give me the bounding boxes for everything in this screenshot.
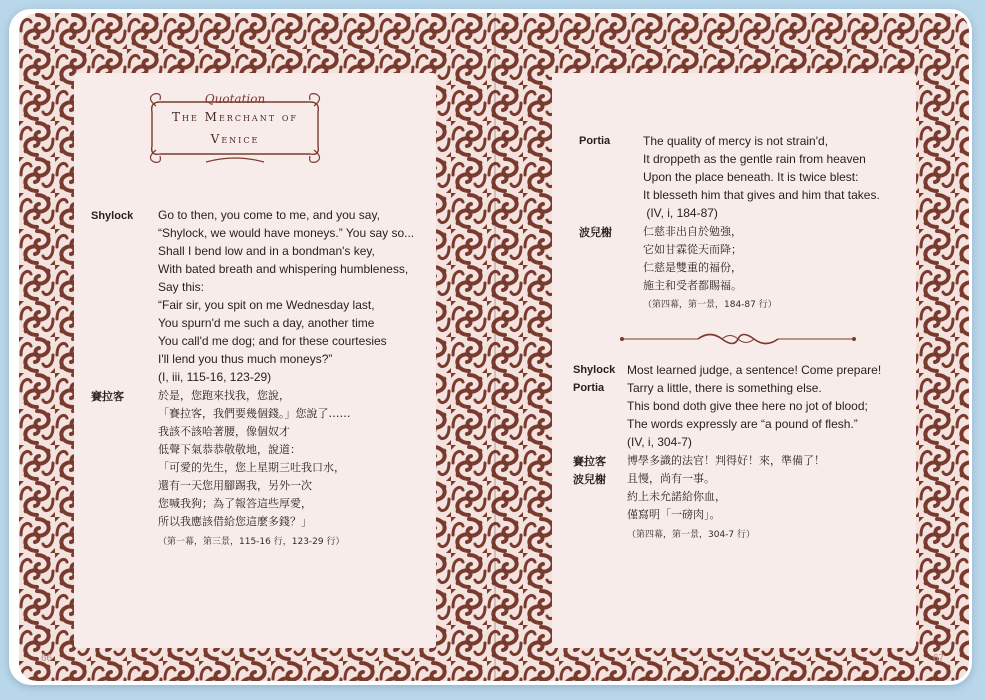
text-line: You spurn'd me such a day, another time xyxy=(158,316,375,330)
trial-english-quote xyxy=(627,361,881,451)
ornamental-divider xyxy=(618,328,858,350)
text-line: 博學多識的法官！判得好！來，準備了！ xyxy=(627,454,825,467)
shylock-chinese-quote xyxy=(158,387,351,531)
speaker-shylock-right: Shylock xyxy=(573,364,616,376)
citation-right-1: （第四幕，第一景，184-87 行） xyxy=(643,300,777,310)
text-line: 所以我應該借給您這麼多錢？」 xyxy=(158,515,312,528)
text-line: 還有一天您用腳踢我，另外一次 xyxy=(158,479,312,492)
text-line: 且慢，尚有一事。 xyxy=(627,472,715,485)
text-line: It droppeth as the gentle rain from heaven xyxy=(643,152,866,166)
text-line: 低聲下氣恭恭敬敬地，說道： xyxy=(158,443,301,456)
trial-chinese-quote xyxy=(627,452,825,524)
citation-left: （第一幕，第三景，115-16 行，123-29 行） xyxy=(158,537,345,547)
text-line: It blesseth him that gives and him that takes. xyxy=(643,188,880,202)
text-line: The words expressly are “a pound of flesh.” xyxy=(627,417,858,431)
speaker-portia: Portia xyxy=(579,135,611,147)
text-line: Say this: xyxy=(158,280,205,294)
text-line: (I, iii, 115-16, 123-29) xyxy=(158,370,272,384)
page-number-right: 67 xyxy=(933,653,945,664)
text-line: With bated breath and whispering humbleness, xyxy=(158,262,409,276)
title-cartouche xyxy=(146,88,324,166)
text-line: 它如甘霖從天而降； xyxy=(643,243,742,256)
text-line: This bond doth give thee here no jot of blood; xyxy=(627,399,868,413)
title-label: Quotation xyxy=(204,92,266,106)
text-line: 僅寫明「一磅肉」。 xyxy=(627,508,721,521)
text-line: Shall I bend low and in a bondman's key, xyxy=(158,244,375,258)
text-line: Tarry a little, there is something else. xyxy=(627,381,822,395)
title-line-1: The Merchant of xyxy=(172,110,298,124)
text-line: I'll lend you thus much moneys?” xyxy=(158,352,333,366)
text-line: Go to then, you come to me, and you say, xyxy=(158,208,380,222)
text-line: “Fair sir, you spit on me Wednesday last, xyxy=(158,298,375,312)
text-line: The quality of mercy is not strain'd, xyxy=(643,134,829,148)
text-line: Upon the place beneath. It is twice blest: xyxy=(643,170,859,184)
text-line: 約上未允諾給你血， xyxy=(627,490,726,503)
text-line: You call'd me dog; and for these courtesies xyxy=(158,334,387,348)
text-line: 仁慈是雙重的福份， xyxy=(643,261,742,274)
speaker-shylock-left: Shylock xyxy=(91,210,134,222)
portia-english-quote xyxy=(643,132,880,222)
citation-right-2: （第四幕，第一景，304-7 行） xyxy=(627,530,756,540)
speaker-shylock-zh-left: 賽拉客 xyxy=(91,390,124,403)
text-line: Most learned judge, a sentence! Come prepare! xyxy=(627,363,882,377)
text-line: (IV, i, 304-7) xyxy=(627,435,692,449)
speaker-shylock-zh-right: 賽拉客 xyxy=(573,455,606,468)
shylock-english-quote xyxy=(158,206,414,386)
text-line: 「賽拉客，我們要幾個錢。」您說了…… xyxy=(158,407,351,420)
text-line: “Shylock, we would have moneys.” You say so... xyxy=(158,226,415,240)
speaker-portia-zh: 波兒榭 xyxy=(579,226,612,239)
text-line: 「可愛的先生，您上星期三吐我口水， xyxy=(158,461,345,474)
text-line: 您喊我狗；為了報答這些厚愛， xyxy=(158,497,312,510)
text-line: 我該不該哈著腰，像個奴才 xyxy=(158,425,290,438)
speaker-portia-right: Portia xyxy=(573,382,605,394)
portia-chinese-quote xyxy=(643,223,742,295)
text-line: 仁慈非出自於勉強， xyxy=(643,225,742,238)
text-line: (IV, i, 184-87) xyxy=(643,206,718,220)
text-line: 於是，您跑來找我，您說， xyxy=(158,389,290,402)
speaker-portia-zh-right: 波兒榭 xyxy=(573,473,606,486)
text-line: 施主和受者都賜福。 xyxy=(643,279,742,292)
title-line-2: Venice xyxy=(210,132,260,146)
page-number-left: 66 xyxy=(41,653,53,664)
